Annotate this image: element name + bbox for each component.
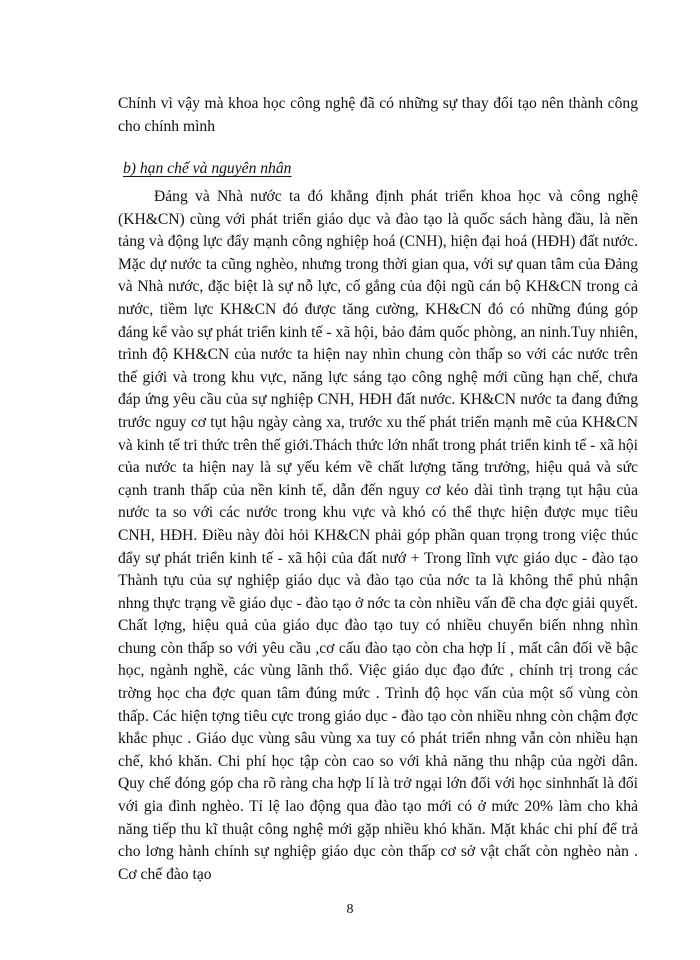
section-heading: b) hạn chế và nguyên nhân — [123, 160, 292, 177]
page-number: 8 — [346, 902, 354, 917]
body-paragraph — [118, 186, 638, 886]
body-paragraph-text: Đảng và Nhà nước ta đó khẳng định phát triển khoa học và công nghệ (KH&CN) cùng với phát triển giáo dục và đào tạo là quốc sách hàng đầu, là nền tảng và động lực đẩy mạnh công nghiệp hoá (CNH), hiện đại hoá (HĐH) đất nước. Mặc dự nước ta cũng nghèo, nhưng trong thời gian qua, với sự quan tâm của Đảng và Nhà nước, đặc biệt là sự nỗ lực, cố gắng của đội ngũ cán bộ KH&CN trong cả nước, tiềm lực KH&CN đó được tăng cường, KH&CN đó có những đúng góp đáng kể vào sự phát triển kinh tế - xã hội, bảo đảm quốc phòng, an ninh.Tuy nhiên, trình độ KH&CN của nước ta hiện nay nhìn chung còn thấp so với các nước trên thế giới và trong khu vực, năng lực sáng tạo công nghệ mới cũng hạn chế, chưa đáp ứng yêu cầu của sự nghiệp CNH, HĐH đất nước. KH&CN nước ta đang đứng trước nguy cơ tụt hậu ngày càng xa, trước xu thế phát triển mạnh mẽ của KH&CN và kinh tế tri thức trên thế giới.Thách thức lớn nhất trong phát triển kinh tế - xã hội của nước ta hiện nay là sự yếu kém về chất lượng tăng trưởng, hiệu quả và sức cạnh tranh thấp của nền kinh tế, dẫn đến nguy cơ kéo dài tình trạng tụt hậu của nước ta so với các nước trong khu vực và khó có thể thực hiện được mục tiêu CNH, HĐH. Điều này đòi hỏi KH&CN phải góp phần quan trọng trong việc thúc đẩy sự phát triển kinh tế - xã hội của đất nướ + Trong lĩnh vực giáo dục - đào tạo Thành tựu của sự nghiệp giáo dục và đào tạo của nớc ta là không thể phủ nhận nhng thực trạng về giáo dục - đào tạo ở nớc ta còn nhiều vấn đề cha đợc giải quyết. Chất lợng, hiệu quả của giáo dục đào tạo tuy có nhiều chuyển biến nhng nhìn chung còn thấp so với yêu cầu ,cơ cấu đào tạo còn cha hợp lí , mất cân đối về bậc học, ngành nghề, các vùng lãnh thổ. Việc giáo dục đạo đức , chính trị trong các trờng học cha đợc quan tâm đúng mức . Trình độ học vấn của một số vùng còn thấp. Các hiện tợng tiêu cực trong giáo dục - đào tạo còn nhiều nhng còn chậm đợc khắc phục . Giáo dục vùng sâu vùng xa tuy có phát triển nhng vẫn còn nhiều hạn chế, khó khăn. Chi phí học tập còn cao so với khả năng thu nhập của ngời dân. Quy chế đóng góp cha rõ ràng cha hợp lí là trở ngại lớn đối với học sinhnhất là đối với gia đình nghèo. Tỉ lệ lao động qua đào tạo mới có ở mức 20% làm cho khả năng tiếp thu kĩ thuật công nghệ mới gặp nhiều khó khăn. Mặt khác chi phí để trả cho lơng hành chính sự nghiệp giáo dục còn thấp cơ sở vật chất còn nghèo nàn . Cơ chế đào tạo — [118, 188, 638, 883]
intro-paragraph: Chính vì vậy mà khoa học công nghệ đã có những sự thay đổi tạo nên thành công cho chính mình — [118, 95, 638, 135]
